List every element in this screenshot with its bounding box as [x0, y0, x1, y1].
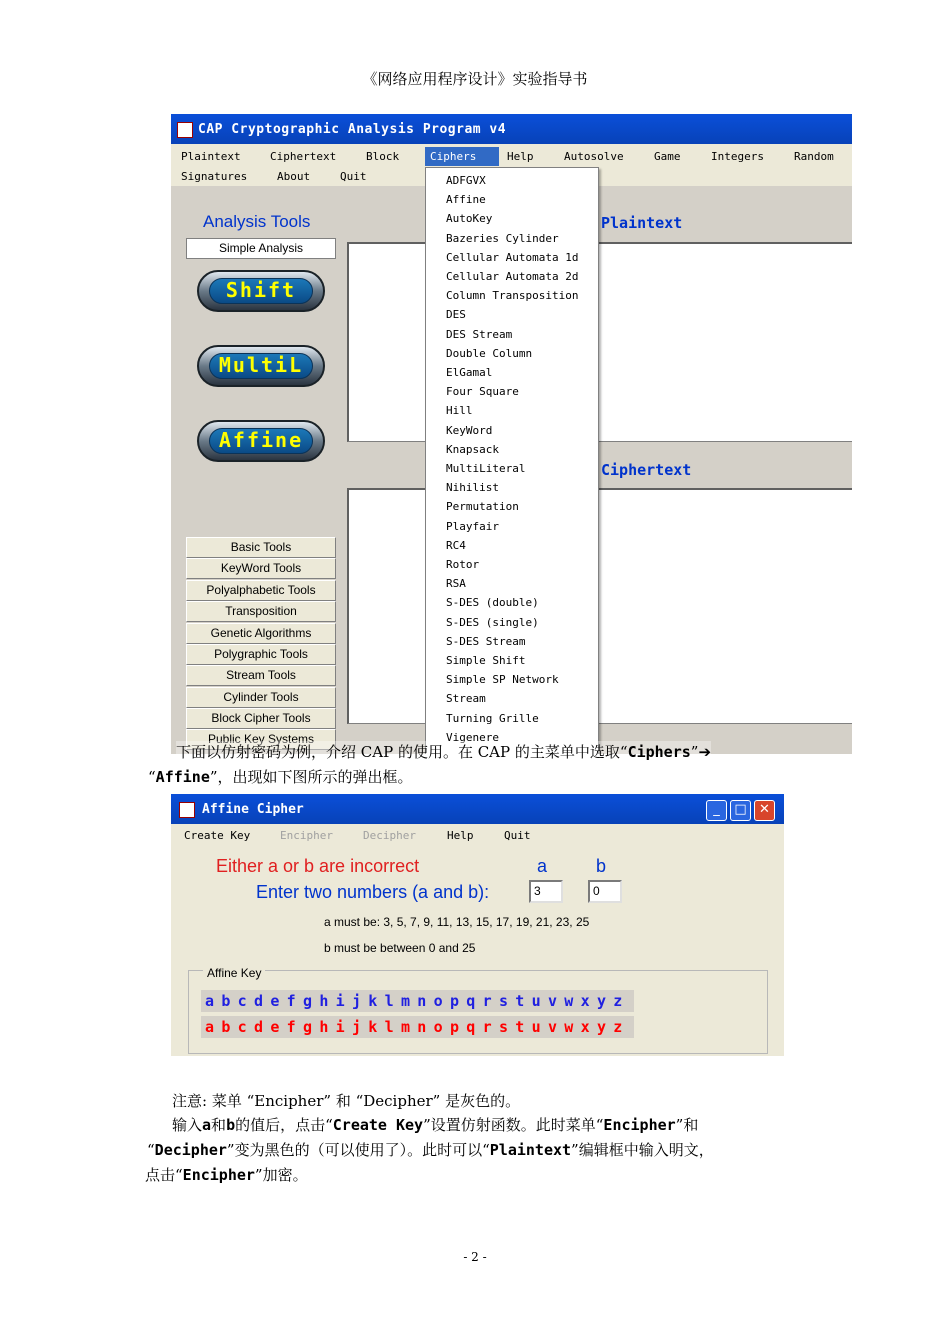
menu-about[interactable]: About	[277, 170, 311, 183]
menu-autosolve[interactable]: Autosolve	[564, 150, 624, 163]
affine-key-label: Affine Key	[203, 966, 265, 980]
cipher-menu-item[interactable]: RC4	[446, 538, 466, 552]
affine-menubar	[171, 824, 784, 846]
ciphers-dropdown-menu	[425, 167, 599, 754]
cipher-menu-item[interactable]: Cellular Automata 2d	[446, 270, 579, 283]
menu-quit[interactable]: Quit	[504, 829, 531, 842]
intro-paragraph-line2	[148, 766, 413, 787]
affine-title-bar	[171, 794, 784, 824]
plaintext-label: Plaintext	[601, 214, 683, 232]
cipher-menu-item[interactable]: Affine	[446, 193, 486, 207]
cipher-menu-item[interactable]: KeyWord	[446, 423, 493, 437]
a-label: a	[537, 856, 548, 876]
menu-help[interactable]: Help	[507, 150, 534, 163]
cipher-menu-item[interactable]: ADFGVX	[446, 174, 486, 187]
cipher-menu-item[interactable]: Four Square	[446, 385, 519, 399]
cipher-menu-item[interactable]: MultiLiteral	[446, 462, 526, 475]
cipher-menu-item[interactable]: S-DES Stream	[446, 634, 526, 648]
cipher-menu-item[interactable]: Playfair	[446, 519, 499, 533]
cipher-menu-item[interactable]: Nihilist	[446, 481, 499, 495]
tab-public-key-systems[interactable]: Public Key Systems	[186, 729, 336, 750]
menu-signatures[interactable]: Signatures	[181, 170, 248, 183]
b-input[interactable]: 0	[588, 880, 622, 903]
menu-integers[interactable]: Integers	[711, 150, 764, 163]
cipher-menu-item[interactable]: Cellular Automata 1d	[446, 250, 579, 264]
multil-button[interactable]: MultiL	[197, 345, 325, 387]
analysis-tools-heading: Analysis Tools	[203, 212, 311, 231]
cipher-menu-item[interactable]: Hill	[446, 404, 473, 418]
cipher-menu-item[interactable]: Permutation	[446, 500, 519, 514]
ciphertext-editor[interactable]	[347, 488, 852, 724]
cipher-menu-item[interactable]: S-DES (single)	[446, 615, 539, 629]
affine-button[interactable]: Affine	[197, 420, 325, 462]
minimize-icon[interactable]: _	[706, 800, 727, 821]
b-label: b	[596, 856, 607, 876]
cap-title-bar	[171, 114, 852, 144]
menu-quit[interactable]: Quit	[340, 170, 367, 183]
shift-button[interactable]: Shift	[197, 270, 325, 312]
cipher-menu-item[interactable]: DES Stream	[446, 327, 513, 341]
intro-text-end: ”，出现如下图所示的弹出框。	[209, 768, 413, 786]
open-quote: “	[148, 768, 156, 786]
input-prompt: Enter two numbers (a and b):	[256, 882, 490, 902]
cipher-alphabet: abcdefghijklmnopqrstuvwxyz	[201, 1016, 634, 1038]
affine-app-icon	[179, 802, 195, 818]
tab-genetic-algorithms[interactable]: Genetic Algorithms	[186, 623, 336, 644]
menu-plaintext[interactable]: Plaintext	[181, 150, 241, 163]
tab-cylinder-tools[interactable]: Cylinder Tools	[186, 687, 336, 708]
cipher-menu-item[interactable]: Knapsack	[446, 442, 499, 456]
b-hint: b must be between 0 and 25	[324, 941, 476, 955]
cipher-menu-item[interactable]: Rotor	[446, 558, 480, 571]
arrow-text: ”➔	[690, 743, 712, 761]
tab-polygraphic-tools[interactable]: Polygraphic Tools	[186, 644, 336, 665]
menu-help[interactable]: Help	[447, 829, 474, 842]
plain-alphabet: abcdefghijklmnopqrstuvwxyz	[201, 990, 634, 1012]
menu-encipher[interactable]: Encipher	[280, 829, 333, 842]
app-icon	[177, 122, 193, 138]
menu-ciphertext[interactable]: Ciphertext	[270, 150, 337, 163]
menu-ciphers[interactable]: Ciphers	[425, 147, 499, 166]
ciphers-keyword: Ciphers	[627, 743, 691, 761]
ciphertext-label: Ciphertext	[601, 461, 692, 479]
cipher-menu-item[interactable]: Turning Grille	[446, 711, 539, 725]
menu-random[interactable]: Random	[794, 150, 834, 163]
cap-window	[171, 114, 852, 754]
tab-stream-tools[interactable]: Stream Tools	[186, 665, 336, 686]
page-number: - 2 -	[463, 1250, 487, 1264]
plaintext-editor[interactable]	[347, 242, 852, 442]
cipher-menu-item[interactable]: AutoKey	[446, 212, 493, 226]
menu-game[interactable]: Game	[654, 150, 681, 163]
cipher-menu-item[interactable]: Stream	[446, 692, 486, 706]
intro-paragraph-line1	[176, 741, 711, 762]
error-message: Either a or b are incorrect	[216, 856, 420, 876]
maximize-icon[interactable]: □	[730, 800, 751, 821]
tab-block-cipher-tools[interactable]: Block Cipher Tools	[186, 708, 336, 729]
tab-polyalphabetic-tools[interactable]: Polyalphabetic Tools	[186, 580, 336, 601]
cipher-menu-item[interactable]: DES	[446, 308, 466, 322]
menu-block[interactable]: Block	[366, 150, 400, 163]
affine-key-group	[188, 970, 768, 1054]
cipher-menu-item[interactable]: Column Transposition	[446, 289, 579, 303]
tab-basic-tools[interactable]: Basic Tools	[186, 537, 336, 558]
instruction-line2: “Decipher”变为黑色的（可以使用了）。此时可以“Plaintext”编辑框中输入明文，	[147, 1141, 714, 1159]
a-input[interactable]: 3	[529, 880, 563, 903]
instruction-line3: 点击“Encipher”加密。	[145, 1166, 308, 1184]
close-icon[interactable]: ✕	[754, 800, 775, 821]
a-hint: a must be: 3, 5, 7, 9, 11, 13, 15, 17, 19, 21, 23, 25	[324, 915, 590, 929]
cap-window-title: CAP Cryptographic Analysis Program v4	[198, 122, 507, 137]
tab-simple-analysis[interactable]: Simple Analysis	[186, 238, 336, 259]
menu-decipher[interactable]: Decipher	[363, 829, 416, 842]
affine-keyword: Affine	[155, 768, 210, 786]
cipher-menu-item[interactable]: Vigenere	[446, 730, 499, 744]
cipher-menu-item[interactable]: ElGamal	[446, 366, 493, 379]
cipher-menu-item[interactable]: Simple Shift	[446, 654, 526, 667]
instruction-line1: 输入a和b的值后，点击“Create Key”设置仿射函数。此时菜单“Encipher”和	[172, 1116, 699, 1134]
menu-create-key[interactable]: Create Key	[184, 829, 251, 842]
tab-transposition[interactable]: Transposition	[186, 601, 336, 622]
cipher-menu-item[interactable]: Double Column	[446, 346, 533, 360]
affine-window-title: Affine Cipher	[202, 802, 304, 817]
intro-text: 下面以仿射密码为例，介绍 CAP 的使用。在 CAP 的主菜单中选取“	[176, 743, 628, 761]
document-header: 《网络应用程序设计》实验指导书	[362, 70, 588, 88]
affine-cipher-window	[171, 794, 784, 1056]
cipher-menu-item[interactable]: Bazeries Cylinder	[446, 231, 559, 245]
note-paragraph: 注意: 菜单 “Encipher” 和 “Decipher” 是灰色的。	[172, 1092, 521, 1110]
cipher-menu-item[interactable]: Simple SP Network	[446, 673, 559, 687]
tab-keyword-tools[interactable]: KeyWord Tools	[186, 558, 336, 579]
cipher-menu-item[interactable]: S-DES (double)	[446, 596, 539, 610]
cipher-menu-item[interactable]: RSA	[446, 577, 466, 591]
